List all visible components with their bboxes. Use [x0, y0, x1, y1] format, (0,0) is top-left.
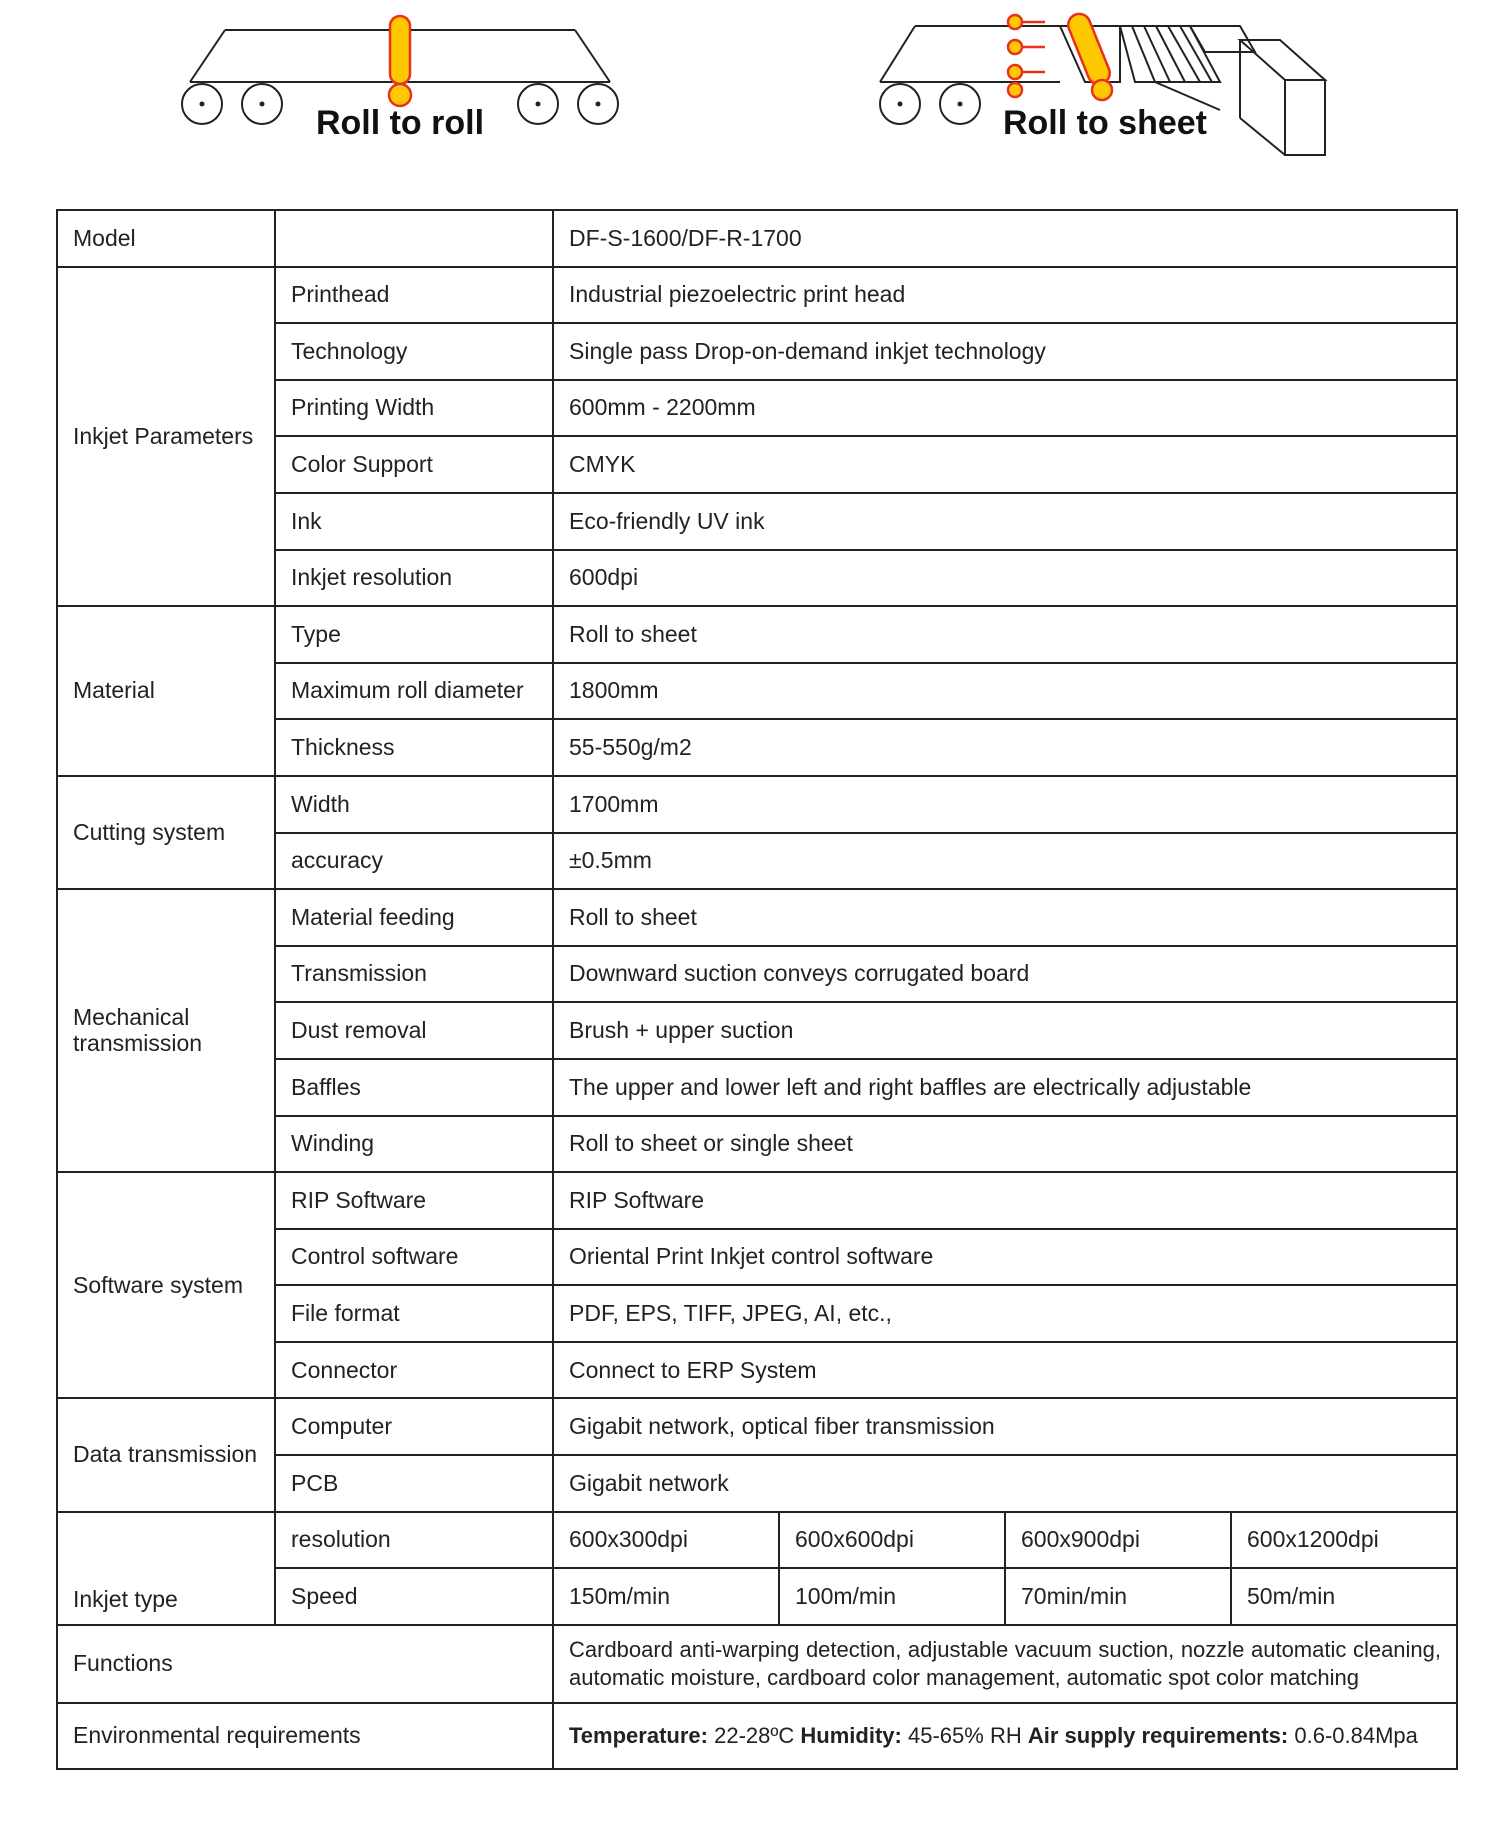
table-row — [57, 210, 1457, 267]
param-label: File format — [275, 1285, 553, 1342]
table-row — [57, 267, 1457, 324]
param-value: ±0.5mm — [553, 833, 1457, 890]
param-value: Roll to sheet or single sheet — [553, 1116, 1457, 1173]
group-label: Inkjet Parameters — [57, 267, 275, 607]
table-row — [57, 1398, 1457, 1455]
param-value: Oriental Print Inkjet control software — [553, 1229, 1457, 1286]
param-label: Transmission — [275, 946, 553, 1003]
param-label: Thickness — [275, 719, 553, 776]
speed-value: 100m/min — [779, 1568, 1005, 1625]
param-value: Gigabit network, optical fiber transmission — [553, 1398, 1457, 1455]
model-label: Model — [57, 210, 275, 267]
functions-label: Functions — [57, 1625, 553, 1703]
speed-value: 50m/min — [1231, 1568, 1457, 1625]
param-value: 55-550g/m2 — [553, 719, 1457, 776]
model-empty-cell — [275, 210, 553, 267]
air-supply-label: Air supply requirements: — [1027, 1722, 1289, 1748]
group-label: Data transmission — [57, 1398, 275, 1511]
resolution-value: 600x300dpi — [553, 1512, 779, 1569]
param-value: 1800mm — [553, 663, 1457, 720]
functions-value: Cardboard anti-warping detection, adjustable vacuum suction, nozzle automatic cleaning, automatic moisture, cardboard color management, automatic spot color matching — [553, 1625, 1457, 1703]
param-value: The upper and lower left and right baffles are electrically adjustable — [553, 1059, 1457, 1116]
group-label: Mechanical transmission — [57, 889, 275, 1172]
group-label: Material — [57, 606, 275, 776]
inkjet-type-label: Inkjet type — [57, 1512, 275, 1625]
param-value: Downward suction conveys corrugated board — [553, 946, 1457, 1003]
param-value: Brush + upper suction — [553, 1002, 1457, 1059]
table-row — [57, 606, 1457, 663]
humidity-value: 45-65% RH — [908, 1722, 1022, 1748]
table-row — [57, 1625, 1457, 1703]
spec-table — [56, 209, 1458, 1770]
resolution-value: 600x600dpi — [779, 1512, 1005, 1569]
param-label: Width — [275, 776, 553, 833]
param-label: Material feeding — [275, 889, 553, 946]
speed-value: 150m/min — [553, 1568, 779, 1625]
param-label: Maximum roll diameter — [275, 663, 553, 720]
param-label: Dust removal — [275, 1002, 553, 1059]
group-label: Software system — [57, 1172, 275, 1398]
param-label: PCB — [275, 1455, 553, 1512]
param-value: PDF, EPS, TIFF, JPEG, AI, etc., — [553, 1285, 1457, 1342]
param-label: Winding — [275, 1116, 553, 1173]
param-label: accuracy — [275, 833, 553, 890]
environment-value — [553, 1703, 1457, 1769]
param-label: Computer — [275, 1398, 553, 1455]
roll-to-sheet-diagram — [870, 0, 1340, 160]
param-value: 600mm - 2200mm — [553, 380, 1457, 437]
roll-to-roll-diagram — [170, 0, 630, 150]
roll-to-roll-label: Roll to roll — [315, 104, 485, 142]
param-label: Color Support — [275, 436, 553, 493]
param-label: Type — [275, 606, 553, 663]
param-label: Baffles — [275, 1059, 553, 1116]
model-value: DF-S-1600/DF-R-1700 — [553, 210, 1457, 267]
param-value: RIP Software — [553, 1172, 1457, 1229]
param-value: Single pass Drop-on-demand inkjet technology — [553, 323, 1457, 380]
environment-label: Environmental requirements — [57, 1703, 553, 1769]
param-label: Ink — [275, 493, 553, 550]
table-row — [57, 889, 1457, 946]
param-label: Printing Width — [275, 380, 553, 437]
param-value: Roll to sheet — [553, 606, 1457, 663]
param-label: RIP Software — [275, 1172, 553, 1229]
param-value: 600dpi — [553, 550, 1457, 607]
param-value: Eco-friendly UV ink — [553, 493, 1457, 550]
humidity-label: Humidity: — [800, 1722, 902, 1748]
param-value: Connect to ERP System — [553, 1342, 1457, 1399]
table-row — [57, 1172, 1457, 1229]
param-value: Gigabit network — [553, 1455, 1457, 1512]
temperature-label: Temperature: — [569, 1722, 708, 1748]
table-row — [57, 1703, 1457, 1769]
resolution-value: 600x900dpi — [1005, 1512, 1231, 1569]
roll-to-sheet-label: Roll to sheet — [1002, 104, 1208, 142]
table-row — [57, 1512, 1457, 1569]
speed-value: 70min/min — [1005, 1568, 1231, 1625]
spec-table-body — [57, 210, 1457, 1769]
group-label: Cutting system — [57, 776, 275, 889]
air-supply-value: 0.6-0.84Mpa — [1294, 1722, 1418, 1748]
speed-label: Speed — [275, 1568, 553, 1625]
temperature-value: 22-28ºC — [714, 1722, 795, 1748]
table-row — [57, 776, 1457, 833]
param-label: Technology — [275, 323, 553, 380]
param-label: Printhead — [275, 267, 553, 324]
param-label: Control software — [275, 1229, 553, 1286]
param-label: Connector — [275, 1342, 553, 1399]
param-value: Roll to sheet — [553, 889, 1457, 946]
param-value: 1700mm — [553, 776, 1457, 833]
param-value: CMYK — [553, 436, 1457, 493]
resolution-label: resolution — [275, 1512, 553, 1569]
param-value: Industrial piezoelectric print head — [553, 267, 1457, 324]
resolution-value: 600x1200dpi — [1231, 1512, 1457, 1569]
param-label: Inkjet resolution — [275, 550, 553, 607]
